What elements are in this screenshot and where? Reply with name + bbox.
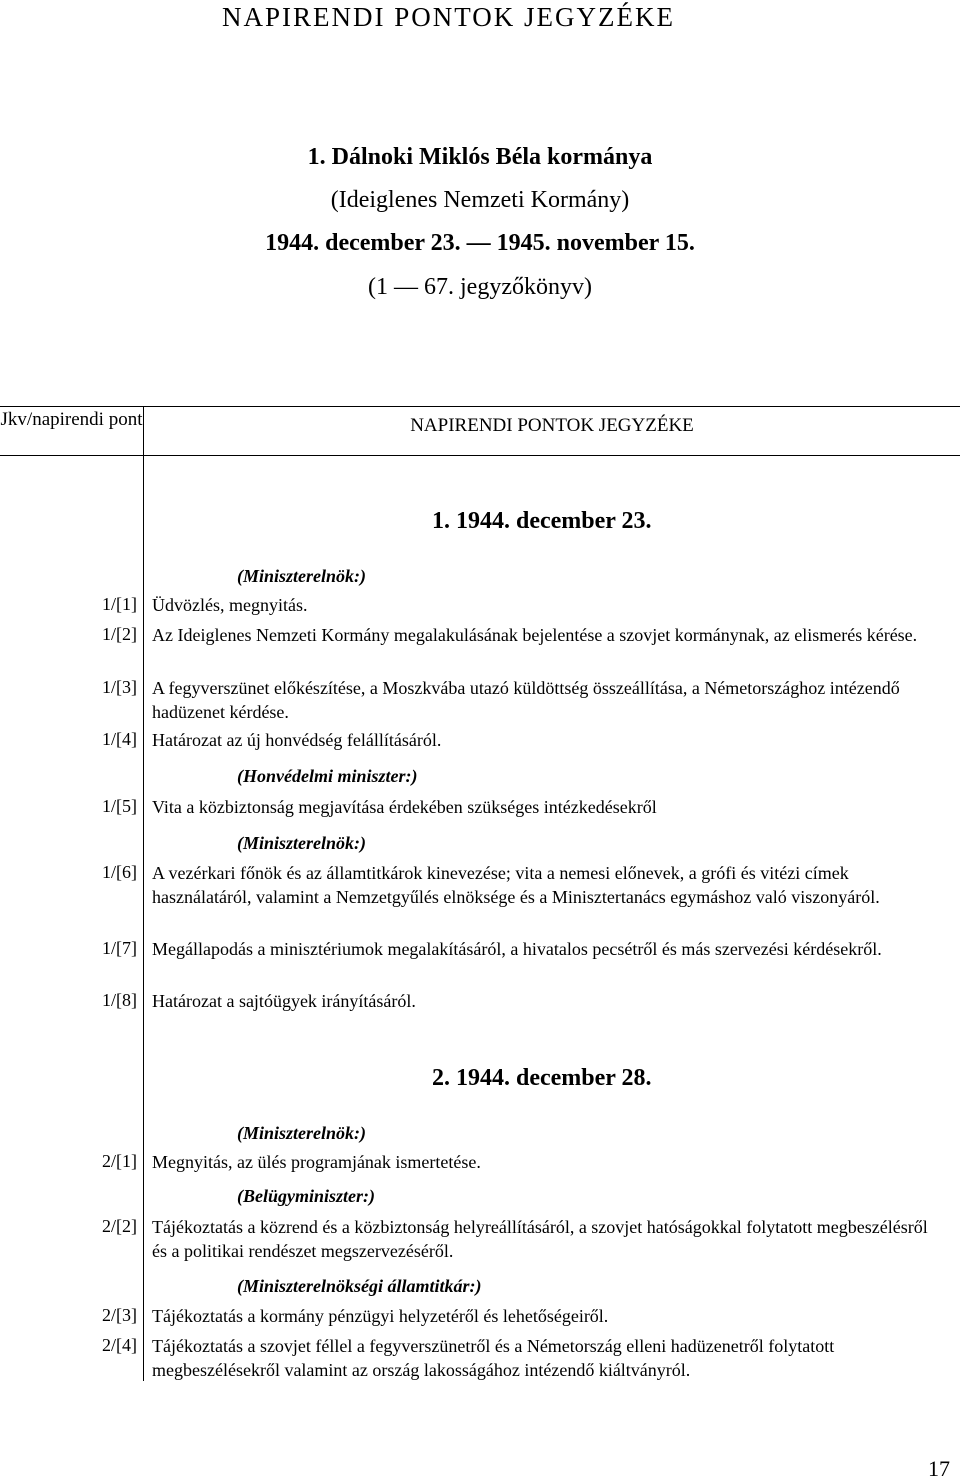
minutes-range: (1 — 67. jegyzőkönyv): [368, 274, 592, 300]
item-number: 1/[8]: [102, 990, 137, 1010]
item-text: Tájékoztatás a közrend és a közbiztonság helyreállításáról, a szovjet hatóságokkal folytatott megbeszélésről és a politikai rendészet megszervezéséről.: [152, 1217, 928, 1261]
item-text: Üdvözlés, megnyitás.: [152, 595, 308, 615]
item-text: Határozat a sajtóügyek irányításáról.: [152, 991, 416, 1011]
item-number: 1/[6]: [102, 862, 137, 882]
speaker-role: (Miniszterelnök:): [237, 1123, 367, 1143]
column-divider: [143, 406, 144, 1381]
government-dates: 1944. december 23. — 1945. november 15.: [265, 230, 695, 256]
item-number: 2/[4]: [102, 1335, 137, 1355]
meeting-heading: 1. 1944. december 23.: [432, 508, 652, 534]
item-number: 2/[2]: [102, 1216, 137, 1236]
speaker-role: (Honvédelmi miniszter:): [237, 766, 418, 786]
item-text: A fegyverszünet előkészítése, a Moszkvába utazó küldöttség összeállítása, a Németországhoz intézendő hadüzenet kérdése.: [152, 678, 900, 722]
item-text: Vita a közbiztonság megjavítása érdekében szükséges intézkedésekről: [152, 797, 657, 817]
item-text: Tájékoztatás a szovjet féllel a fegyverszünetről és a Németország elleni hadüzenetről folytatott megbeszélésekről valamint az ország lakosságához intézendő kiáltványról.: [152, 1336, 835, 1380]
page-title: NAPIRENDI PONTOK JEGYZÉKE: [222, 2, 675, 32]
item-number: 1/[5]: [102, 796, 137, 816]
item-number: 1/[1]: [102, 594, 137, 614]
item-text: Az Ideiglenes Nemzeti Kormány megalakulásának bejelentése a szovjet kormánynak, az elismerés kérése.: [152, 625, 918, 645]
speaker-role: (Miniszterelnökségi államtitkár:): [237, 1276, 482, 1296]
item-text: Megnyitás, az ülés programjának ismertetése.: [152, 1152, 481, 1172]
table-header-rule: [0, 455, 960, 456]
item-text: Határozat az új honvédség felállításáról.: [152, 730, 442, 750]
government-title: 1. Dálnoki Miklós Béla kormánya: [307, 144, 653, 170]
item-number: 1/[3]: [102, 677, 137, 697]
government-subtitle: (Ideiglenes Nemzeti Kormány): [330, 187, 630, 213]
table-top-rule: [0, 406, 960, 407]
item-text: Tájékoztatás a kormány pénzügyi helyzetéről és lehetőségeiről.: [152, 1306, 609, 1326]
header-title-column: NAPIRENDI PONTOK JEGYZÉKE: [410, 415, 694, 436]
speaker-role: (Miniszterelnök:): [237, 833, 367, 853]
item-number: 1/[4]: [102, 729, 137, 749]
page-number: 17: [928, 1456, 950, 1481]
header-number-column: Jkv/napirendi pont: [0, 409, 143, 430]
item-number: 2/[1]: [102, 1151, 137, 1171]
speaker-role: (Miniszterelnök:): [237, 566, 367, 586]
item-number: 2/[3]: [102, 1305, 137, 1325]
speaker-role: (Belügyminiszter:): [237, 1186, 375, 1206]
item-text: A vezérkari főnök és az államtitkárok kinevezése; vita a nemesi előnevek, a grófi és vitézi címek használatáról, valamint a Nemzetgyűlés elnöksége és a Minisztertanács egymáshoz való viszonyáról.: [152, 863, 880, 907]
item-number: 1/[2]: [102, 624, 137, 644]
meeting-heading: 2. 1944. december 28.: [432, 1065, 652, 1091]
item-text: Megállapodás a minisztériumok megalakításáról, a hivatalos pecsétről és más szervezési kérdésekről.: [152, 939, 882, 959]
item-number: 1/[7]: [102, 938, 137, 958]
